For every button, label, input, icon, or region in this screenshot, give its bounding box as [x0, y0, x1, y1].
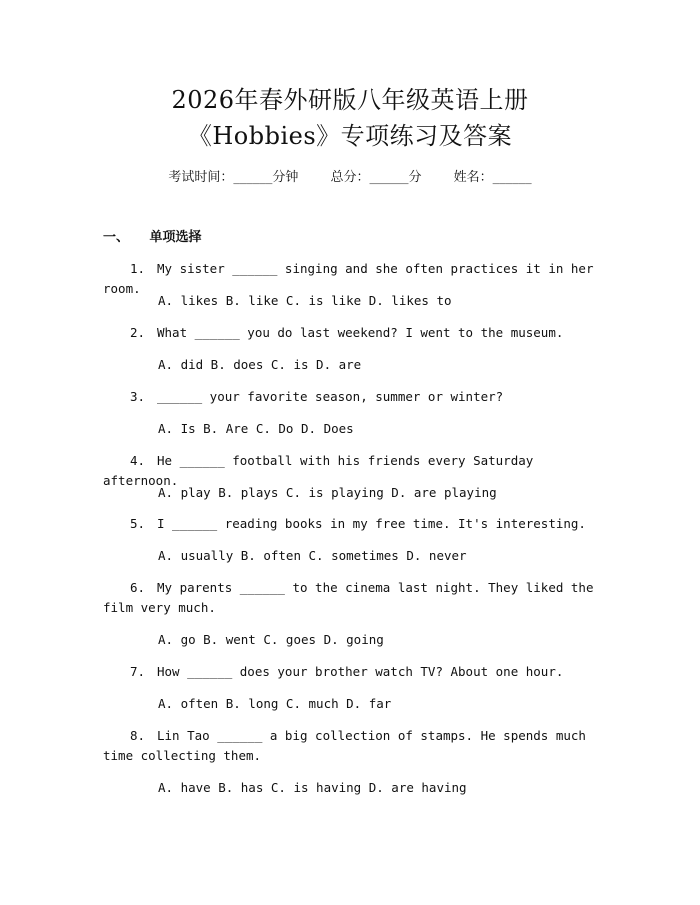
question-text: I ______ reading books in my free time. It's interesting. — [157, 516, 586, 531]
title-line-1: 2026年春外研版八年级英语上册 — [171, 86, 529, 114]
section-number: 一、 — [103, 230, 130, 245]
question-stem — [103, 662, 598, 682]
question-options: A. go B. went C. goes D. going — [158, 632, 384, 647]
question-text: Lin Tao ______ a big collection of stamps. He spends much time collecting them. — [103, 728, 586, 763]
question-number: 3. — [130, 389, 146, 404]
question-options: A. Is B. Are C. Do D. Does — [158, 421, 354, 436]
question-text: He ______ football with his friends every Saturday afternoon. — [103, 453, 534, 488]
section-heading — [103, 229, 202, 247]
student-name: 姓名：______ — [453, 170, 532, 185]
question-options: A. play B. plays C. is playing D. are playing — [158, 485, 497, 500]
section-title: 单项选择 — [149, 230, 202, 245]
question-options: A. often B. long C. much D. far — [158, 696, 392, 711]
question-number: 8. — [130, 728, 146, 743]
question-options: A. did B. does C. is D. are — [158, 357, 362, 372]
question-text: What ______ you do last weekend? I went to the museum. — [157, 325, 564, 340]
question-stem — [103, 387, 598, 407]
question-text: ______ your favorite season, summer or winter? — [157, 389, 504, 404]
question-stem — [103, 726, 598, 766]
question-number: 1. — [130, 261, 146, 276]
question-stem — [103, 578, 598, 618]
question-number: 5. — [130, 516, 146, 531]
question-number: 2. — [130, 325, 146, 340]
question-stem — [103, 323, 598, 343]
question-text: My sister ______ singing and she often practices it in her room. — [103, 261, 594, 296]
question-number: 4. — [130, 453, 146, 468]
exam-meta — [0, 169, 700, 187]
question-number: 7. — [130, 664, 146, 679]
question-options: A. have B. has C. is having D. are having — [158, 780, 467, 795]
question-number: 6. — [130, 580, 146, 595]
question-options: A. usually B. often C. sometimes D. never — [158, 548, 467, 563]
question-stem — [103, 514, 598, 534]
question-options: A. likes B. like C. is like D. likes to — [158, 293, 452, 308]
question-text: How ______ does your brother watch TV? About one hour. — [157, 664, 564, 679]
exam-time: 考试时间：______分钟 — [168, 170, 299, 185]
exam-score: 总分：______分 — [330, 170, 422, 185]
title-line-2: 《Hobbies》专项练习及答案 — [187, 122, 513, 150]
question-text: My parents ______ to the cinema last night. They liked the film very much. — [103, 580, 594, 615]
